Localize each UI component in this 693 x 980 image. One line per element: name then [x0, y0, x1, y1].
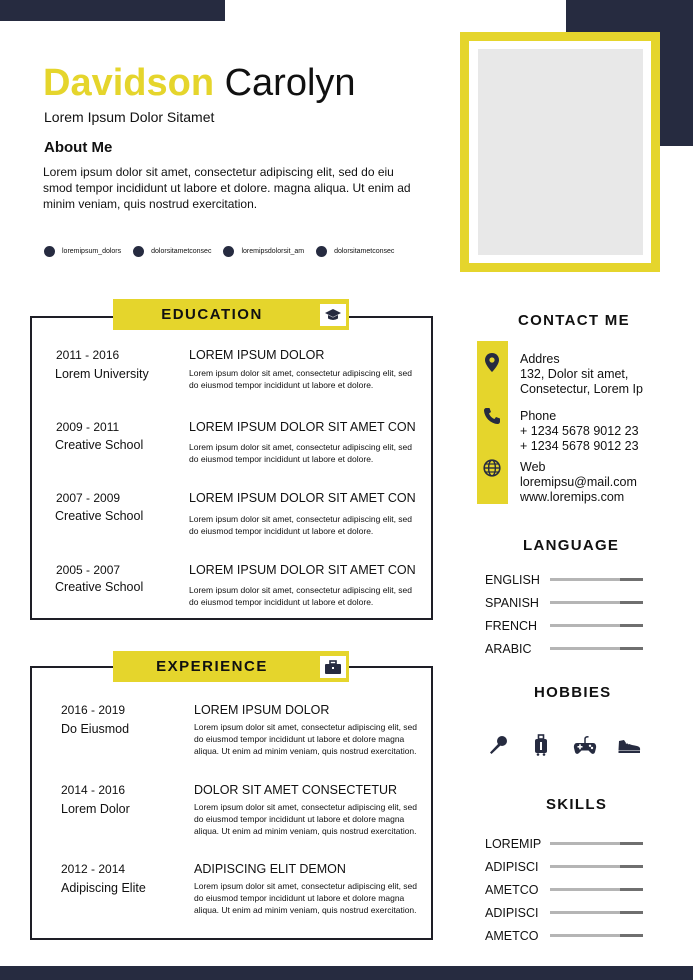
skill-level-bar [550, 888, 643, 891]
first-name: Davidson [43, 62, 215, 104]
education-year: 2005 - 2007 [56, 563, 121, 577]
contact-title: CONTACT ME [518, 312, 630, 329]
profile-photo-placeholder [478, 49, 643, 255]
skill-name: LOREMIP [485, 837, 542, 851]
luggage-icon [528, 732, 554, 758]
education-place: Creative School [55, 580, 144, 594]
bullet-dot-icon [316, 246, 327, 257]
language-name: FRENCH [485, 619, 538, 633]
education-entry-text: Lorem ipsum dolor sit amet, consectetur adipiscing elit, sed do eiusmod tempor incididunt ut labore et dolore. [189, 585, 412, 607]
education-place: Creative School [55, 509, 144, 523]
sneaker-icon [616, 732, 642, 758]
education-title: EDUCATION [113, 299, 349, 330]
experience-entry-text: Lorem ipsum dolor sit amet, consectetur adipiscing elit, sed do eiusmod tempor incididunt ut labore et dolore magna aliqua. Ut enim ad minim veniam, quis nostrud exercitation. [194, 881, 417, 915]
education-entry-text: Lorem ipsum dolor sit amet, consectetur adipiscing elit, sed do eiusmod tempor incididunt ut labore et dolore. [189, 514, 412, 536]
email-address: loremipsu@mail.com [520, 475, 637, 489]
language-level-bar [550, 624, 643, 627]
experience-year: 2014 - 2016 [61, 783, 126, 797]
address-label: Addres [520, 352, 560, 366]
education-year: 2009 - 2011 [56, 420, 120, 434]
skill-level-bar [550, 911, 643, 914]
skill-name: AMETCO [485, 929, 539, 943]
tag-item: dolorsitametconsec [133, 246, 211, 257]
last-name: Carolyn [224, 62, 356, 104]
education-year: 2011 - 2016 [56, 348, 120, 362]
globe-icon [482, 458, 502, 478]
job-subtitle: Lorem Ipsum Dolor Sitamet [44, 109, 215, 125]
location-pin-icon [482, 352, 502, 372]
language-level-bar [550, 601, 643, 604]
education-place: Creative School [55, 438, 144, 452]
tag-item: dolorsitametconsec [316, 246, 394, 257]
graduation-cap-icon [320, 304, 346, 326]
experience-year: 2012 - 2014 [61, 862, 126, 876]
tag-list [44, 246, 394, 257]
experience-entry-title: LOREM IPSUM DOLOR [194, 703, 330, 717]
experience-entry-title: ADIPISCING ELIT DEMON [194, 862, 346, 876]
experience-company: Lorem Dolor [61, 802, 130, 816]
phone-number-2: + 1234 5678 9012 23 [520, 439, 639, 453]
microphone-icon [485, 732, 511, 758]
hobbies-title: HOBBIES [534, 684, 612, 701]
bullet-dot-icon [133, 246, 144, 257]
skill-name: ADIPISCI [485, 906, 539, 920]
experience-entry-text: Lorem ipsum dolor sit amet, consectetur adipiscing elit, sed do eiusmod tempor incididunt ut labore et dolore magna aliqua. Ut enim ad minim veniam, quis nostrud exercitation. [194, 722, 417, 756]
education-place: Lorem University [55, 367, 149, 381]
phone-number-1: + 1234 5678 9012 23 [520, 424, 639, 438]
experience-entry-text: Lorem ipsum dolor sit amet, consectetur adipiscing elit, sed do eiusmod tempor incididunt ut labore et dolore magna aliqua. Ut enim ad minim veniam, quis nostrud exercitation. [194, 802, 417, 836]
skill-level-bar [550, 842, 643, 845]
language-name: ENGLISH [485, 573, 540, 587]
skill-name: AMETCO [485, 883, 539, 897]
education-year: 2007 - 2009 [56, 491, 121, 505]
experience-company: Do Eiusmod [61, 722, 130, 736]
address-line-1: 132, Dolor sit amet, [520, 367, 629, 381]
experience-year: 2016 - 2019 [61, 703, 126, 717]
experience-company: Adipiscing Elite [61, 881, 146, 895]
language-name: SPANISH [485, 596, 539, 610]
skills-title: SKILLS [546, 796, 608, 813]
education-entry-text: Lorem ipsum dolor sit amet, consectetur adipiscing elit, sed do eiusmod tempor incididunt ut labore et dolore. [189, 368, 412, 390]
education-entry-title: LOREM IPSUM DOLOR [189, 348, 325, 362]
education-entry-title: LOREM IPSUM DOLOR SIT AMET CON [189, 491, 416, 505]
tag-item: loremipsdolorsit_am [223, 246, 304, 257]
about-title: About Me [44, 139, 113, 156]
web-label: Web [520, 460, 546, 474]
top-left-decor-bar [0, 0, 225, 21]
skill-level-bar [550, 934, 643, 937]
about-text: Lorem ipsum dolor sit amet, consectetur adipiscing elit, sed do eiu smod tempor incididunt ut labore et dolore. magna aliqua. Ut enim ad minim veniam, quis nostrud exercitation. [43, 165, 411, 211]
experience-title: EXPERIENCE [113, 651, 349, 682]
phone-label: Phone [520, 409, 557, 423]
address-line-2: Consetectur, Lorem Ip [520, 382, 643, 396]
skill-name: ADIPISCI [485, 860, 539, 874]
experience-entry-title: DOLOR SIT AMET CONSECTETUR [194, 783, 398, 797]
language-name: ARABIC [485, 642, 532, 656]
language-level-bar [550, 647, 643, 650]
tag-item: loremipsum_dolors [44, 246, 121, 257]
website-url: www.loremips.com [520, 490, 625, 504]
skill-level-bar [550, 865, 643, 868]
gamepad-icon [572, 732, 598, 758]
language-title: LANGUAGE [523, 537, 620, 554]
bullet-dot-icon [44, 246, 55, 257]
education-entry-title: LOREM IPSUM DOLOR SIT AMET CON [189, 420, 416, 434]
phone-icon [482, 406, 502, 426]
language-level-bar [550, 578, 643, 581]
bottom-decor-bar [0, 966, 693, 980]
education-entry-text: Lorem ipsum dolor sit amet, consectetur adipiscing elit, sed do eiusmod tempor incididunt ut labore et dolore. [189, 442, 412, 464]
full-name [43, 60, 356, 106]
briefcase-icon [320, 656, 346, 678]
bullet-dot-icon [223, 246, 234, 257]
education-entry-title: LOREM IPSUM DOLOR SIT AMET CON [189, 563, 416, 577]
